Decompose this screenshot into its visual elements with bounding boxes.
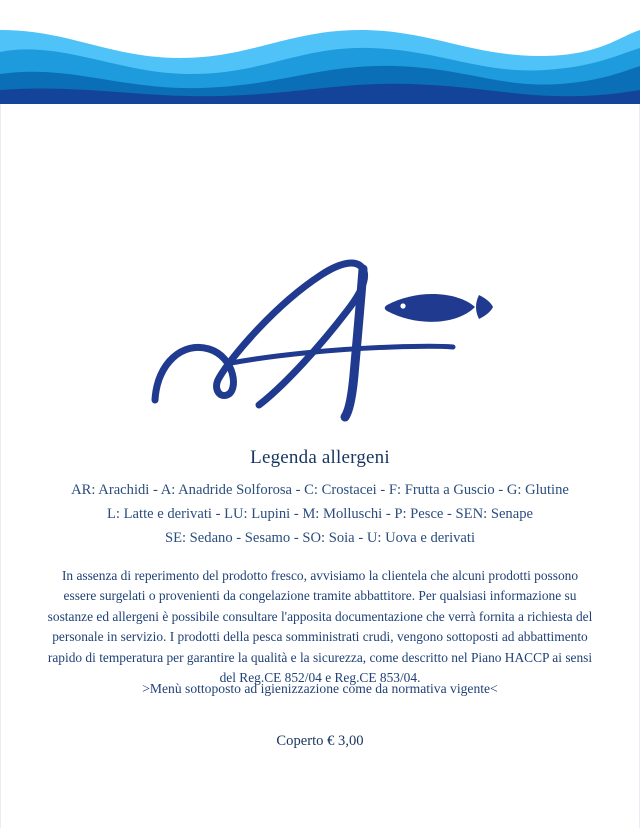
- restaurant-logo: [0, 240, 640, 430]
- disclaimer-paragraph: In assenza di reperimento del prodotto fresco, avvisiamo la clientela che alcuni prodotti possono essere surgelati o provenienti da congelazione tramite abbattitore. Per qualsiasi informazione su sostanze ed allergeni è possibile consultare l'apposita documentazione che verrà fornita a richiesta del personale in servizio. I prodotti della pesca somministrati crudi, vengono sottoposti ad abbattimento rapido di temperatura per garantire la qualità e la sicurezza, come descritto nel Piano HACCP ai sensi del Reg.CE 852/04 e Reg.CE 853/04.: [47, 568, 593, 685]
- legend-title: Legenda allergeni: [250, 447, 390, 468]
- sanitization-note: >Menù sottoposto ad igienizzazione come da normativa vigente<: [142, 681, 498, 696]
- wave-header-decoration: [0, 0, 640, 104]
- legend-line-1: AR: Arachidi - A: Anadride Solforosa - C: Crostacei - F: Frutta a Guscio - G: Glutine: [71, 482, 569, 498]
- legend-line-3: SE: Sedano - Sesamo - SO: Soia - U: Uova e derivati: [164, 530, 476, 547]
- allergen-legend: [0, 447, 640, 551]
- cover-charge: Coperto € 3,00: [276, 733, 364, 749]
- legend-line-2: L: Latte e derivati - LU: Lupini - M: Molluschi - P: Pesce - SEN: Senape: [107, 506, 533, 523]
